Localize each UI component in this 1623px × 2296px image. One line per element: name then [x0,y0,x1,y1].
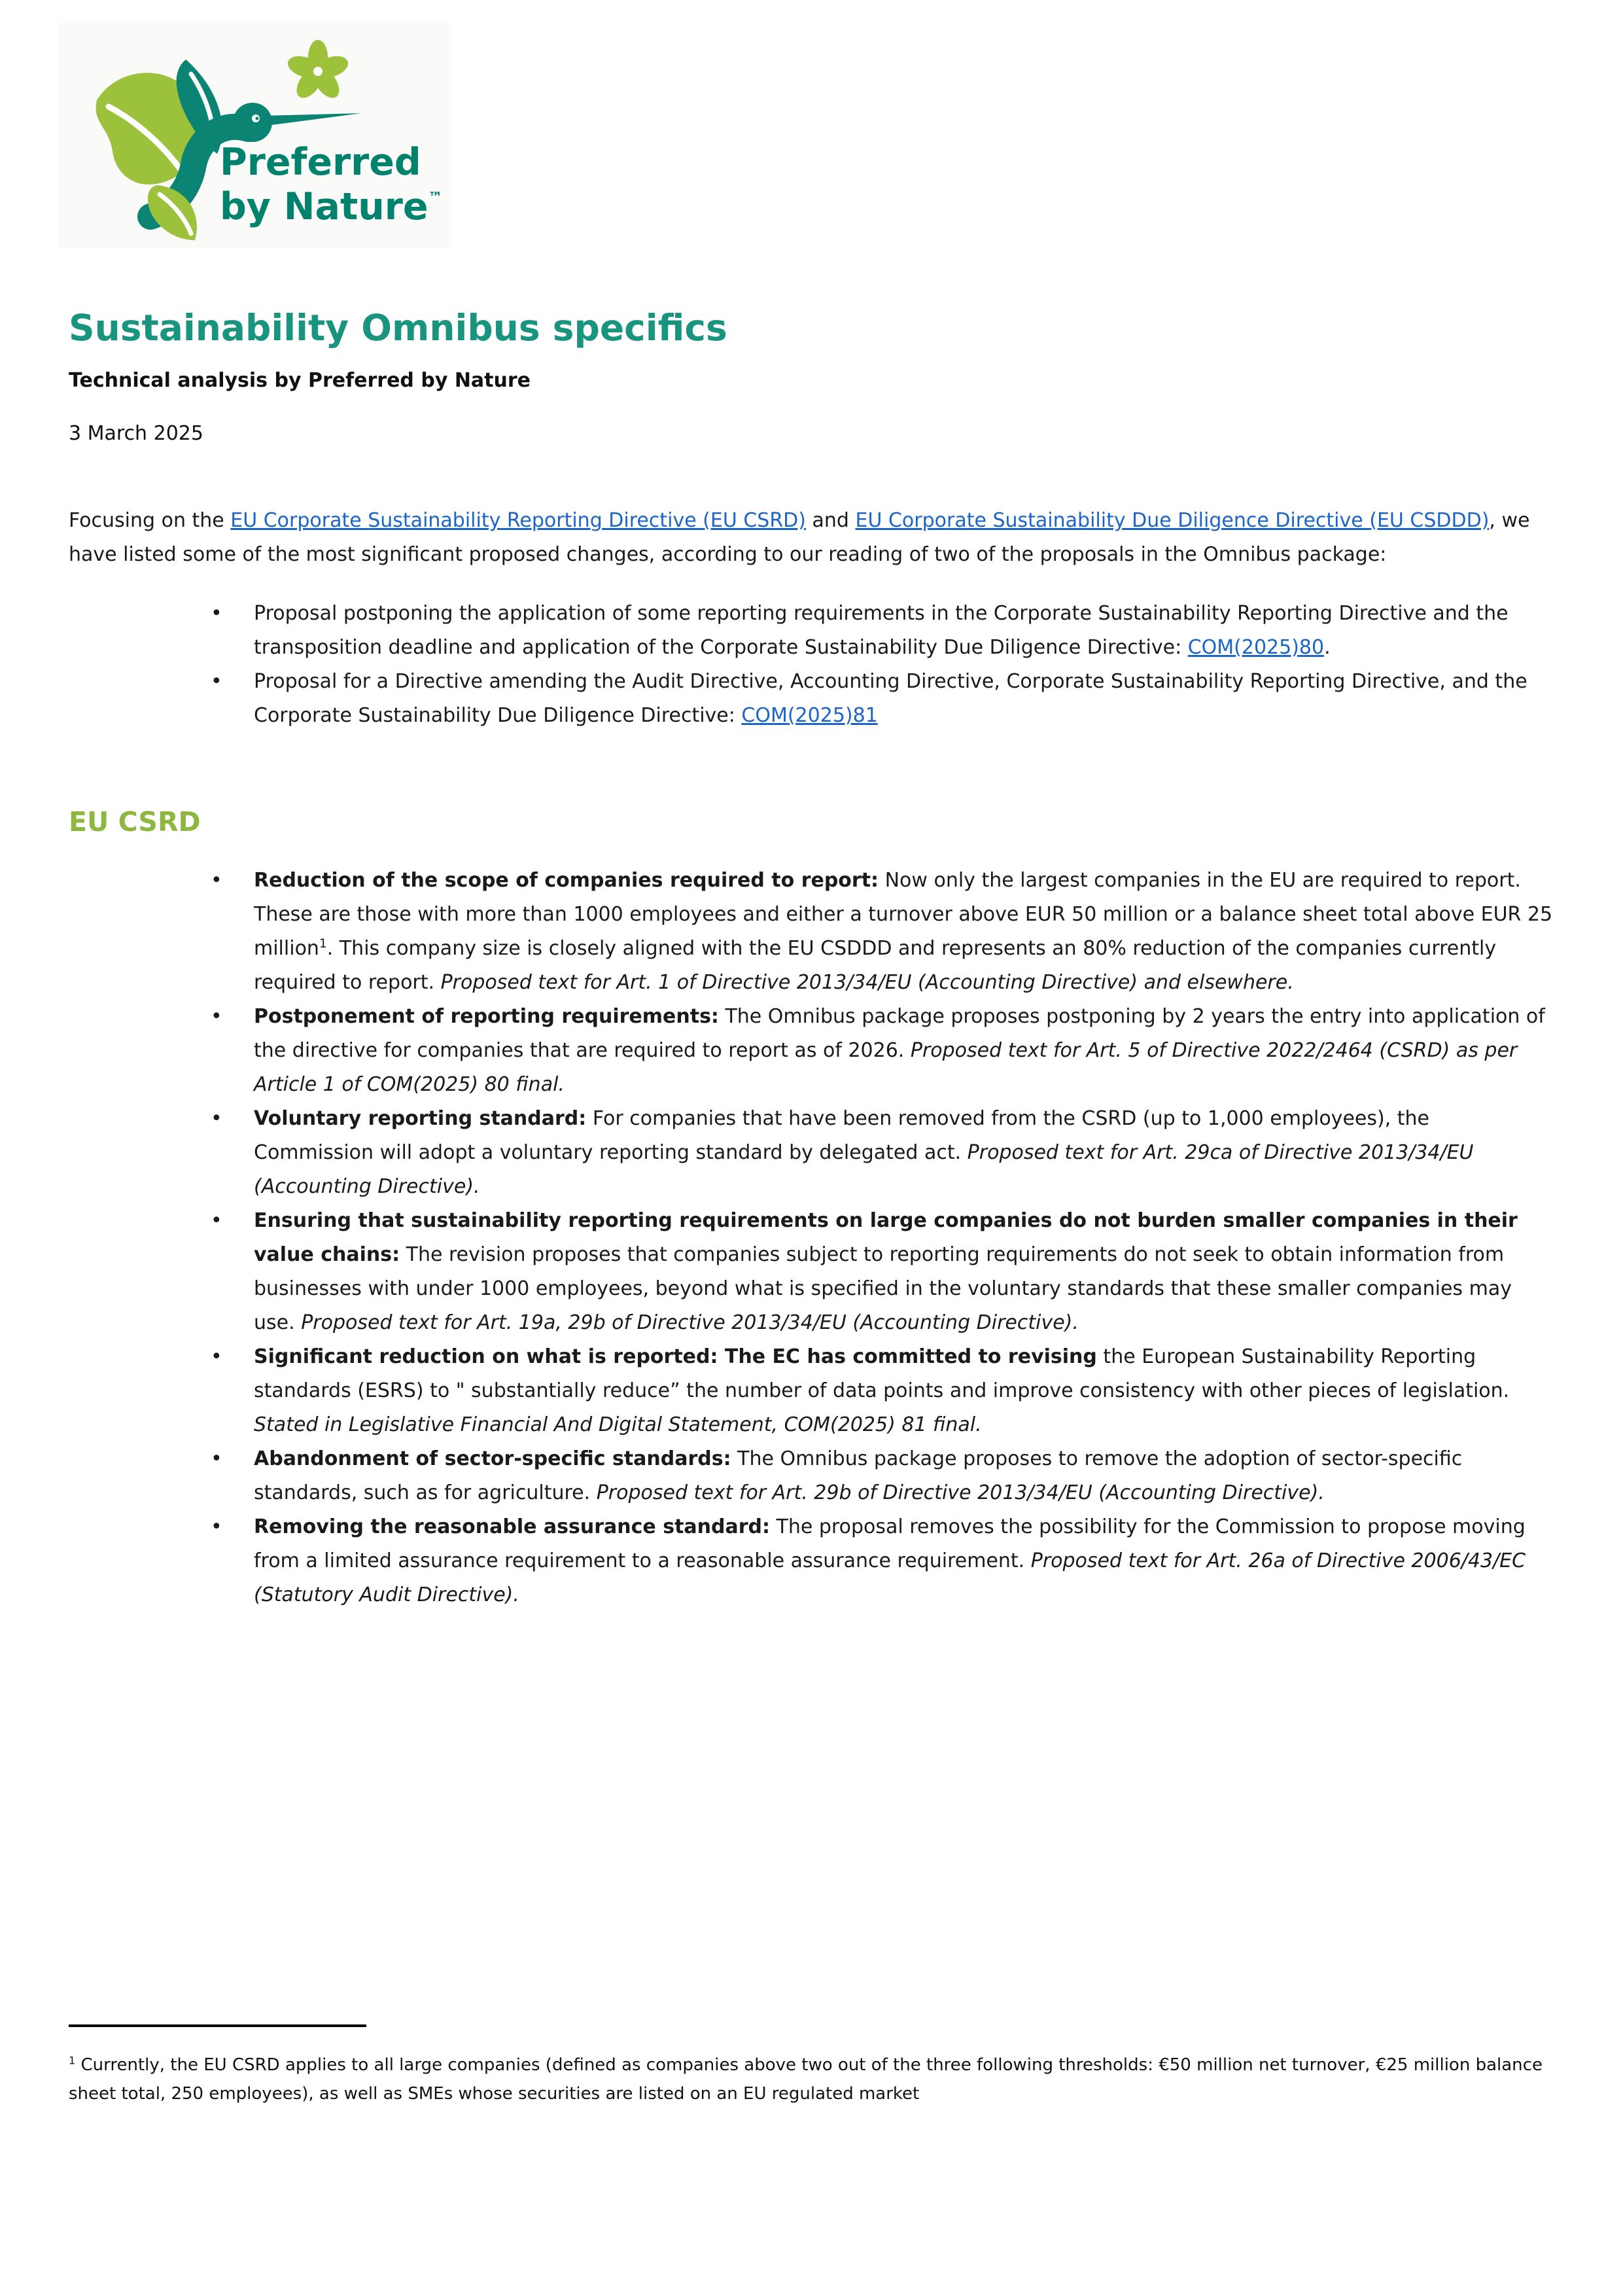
hyperlink[interactable]: COM(2025)80 [1187,636,1325,659]
list-item [209,1204,1554,1340]
intro-paragraph [69,504,1554,572]
footnote-marker: 1 [69,2054,76,2067]
footnote-separator [69,2024,366,2027]
text-segment: For companies that have been removed from the CSRD (up to 1,000 employees), the Commission will adopt a voluntary reporting standard by delegated act. [254,1107,1429,1164]
footnote-block [69,2024,1554,2108]
page-title: Sustainability Omnibus specifics [69,307,727,349]
text-segment: Proposed text for Art. 26a of Directive 2006/43/EC (Statutory Audit Directive). [254,1549,1526,1606]
text-segment: The Omnibus package proposes postponing by 2 years the entry into application of the directive for companies that are required to report as of 2026. [254,1005,1545,1062]
text-segment: Proposed text for Art. 29ca of Directive 2013/34/EU (Accounting Directive). [254,1141,1474,1198]
list-item [209,665,1554,733]
proposal-list [209,597,1554,733]
hyperlink[interactable]: EU Corporate Sustainability Due Diligence Directive (EU CSDDD) [855,509,1490,532]
hyperlink[interactable]: COM(2025)81 [741,704,878,727]
page-subtitle: Technical analysis by Preferred by Nature [69,369,531,392]
logo-wordmark-line2: by Nature™ [220,185,443,228]
text-segment: Significant reduction on what is reported: The EC has committed to revising [254,1345,1097,1368]
text-segment: Removing the reasonable assurance standard: [254,1515,770,1538]
hummingbird-icon [58,23,451,249]
text-segment: Focusing on the [69,509,231,532]
page-date: 3 March 2025 [69,422,203,445]
text-segment: Proposed text for Art. 19a, 29b of Directive 2013/34/EU (Accounting Directive). [301,1311,1079,1334]
text-segment: Abandonment of sector-specific standards: [254,1447,731,1470]
list-item [209,1000,1554,1102]
text-segment: Reduction of the scope of companies required to report: [254,869,879,892]
list-item [209,864,1554,1000]
text-segment: Now only the largest companies in the EU are required to report. These are those with more than 1000 employees and either a turnover above EUR 50 million or a balance sheet total above EUR 25 million [254,869,1553,960]
text-segment: Proposal postponing the application of some reporting requirements in the Corporate Sustainability Reporting Directive and the transposition deadline and application of the Corporate Sustainability Due Diligence Directive: [254,602,1509,659]
list-item [209,1340,1554,1442]
text-segment: and [805,509,856,532]
text-segment: The revision proposes that companies subject to reporting requirements do not seek to obtain information from businesses with under 1000 employees, beyond what is specified in the voluntary standards that these smaller companies may use. [254,1243,1512,1334]
text-segment: Postponement of reporting requirements: [254,1005,719,1028]
text-segment: Ensuring that sustainability reporting requirements on large companies do not burden smaller companies in their value chains: [254,1209,1518,1266]
text-segment: Proposed text for Art. 29b of Directive 2013/34/EU (Accounting Directive). [596,1481,1325,1504]
hyperlink[interactable]: EU Corporate Sustainability Reporting Directive (EU CSRD) [230,509,806,532]
text-segment: Proposed text for Art. 5 of Directive 2022/2464 (CSRD) as per Article 1 of COM(2025) 80 final. [254,1039,1518,1096]
text-segment: the European Sustainability Reporting standards (ESRS) to " substantially reduce” the number of data points and improve consistency with other pieces of legislation. [254,1345,1510,1402]
list-item [209,597,1554,665]
text-segment: Voluntary reporting standard: [254,1107,587,1130]
text-segment: . [1324,636,1331,659]
footnote-body: Currently, the EU CSRD applies to all large companies (defined as companies above two out of the three following thresholds: €50 million net turnover, €25 million balance sheet total, 250 employees), as well as SMEs whose securities are listed on an EU regulated market [69,2055,1543,2104]
list-item [209,1442,1554,1510]
text-segment: . This company size is closely aligned with the EU CSDDD and represents an 80% reduction of the companies currently required to report. [254,937,1497,994]
csrd-bullet-list [209,864,1554,1612]
footnote-reference: 1 [319,937,327,951]
section-heading-eu-csrd: EU CSRD [69,806,201,838]
logo-wordmark: Preferred [220,141,421,184]
text-segment: The proposal removes the possibility for the Commission to propose moving from a limited assurance requirement to a reasonable assurance requirement. [254,1515,1526,1572]
footnote-text [69,2051,1554,2108]
flower-icon [285,40,351,103]
preferred-by-nature-logo [58,23,451,249]
text-segment: , we have listed some of the most significant proposed changes, according to our reading of two of the proposals in the Omnibus package: [69,509,1530,566]
text-segment: Stated in Legislative Financial And Digital Statement, COM(2025) 81 final. [254,1413,982,1436]
text-segment: Proposed text for Art. 1 of Directive 2013/34/EU (Accounting Directive) and elsewhere. [440,971,1294,994]
text-segment: Proposal for a Directive amending the Audit Directive, Accounting Directive, Corporate Sustainability Reporting Directive, and the Corporate Sustainability Due Diligence Directive: [254,670,1527,727]
text-segment: The Omnibus package proposes to remove the adoption of sector-specific standards, such as for agriculture. [254,1447,1463,1504]
list-item [209,1102,1554,1204]
list-item [209,1510,1554,1612]
